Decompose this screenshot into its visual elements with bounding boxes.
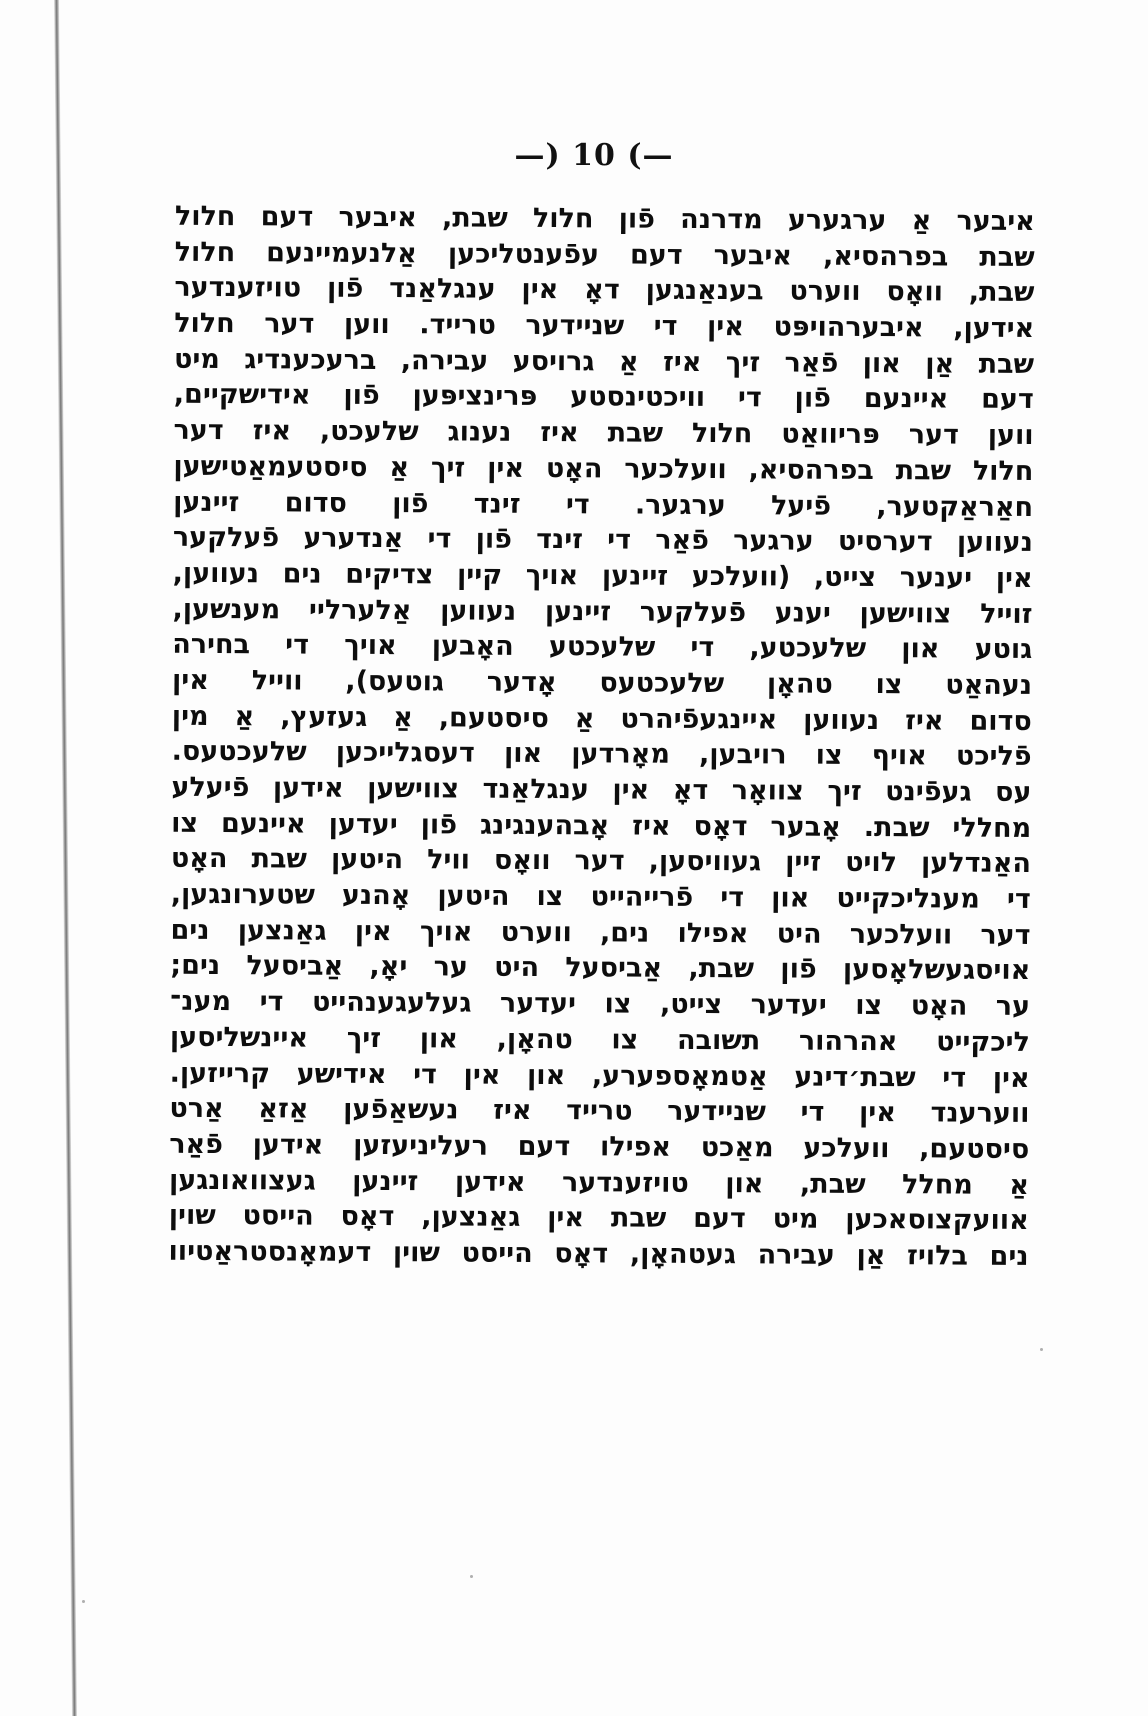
text-line: אוועקצוסאכען מיט דעם שבת אין גאַנצען, דאָס הייסט שוין (168, 1199, 1029, 1237)
text-line: נעהאַט צו טהאָן שלעכטעס אָדער גוטעס), ווייל אין (171, 664, 1033, 701)
page-binding-edge (54, 0, 77, 1716)
text-line: אידען, איבערהויפּט אין די שניידער טרייד. ווען דער חלול (174, 307, 1035, 345)
text-line: פֿליכט אויף צו רויבען, מאָרדען און דעסגלייכען שלעכטעס. (171, 736, 1032, 773)
text-line: אין יענער צייט, (וועלכע זיינען אויך קיין צדיקים נים נעווען, (172, 557, 1033, 594)
text-line: ליכקייט אהרהור תשובה צו טהאָן, און זיך איינשליסען (169, 1021, 1030, 1058)
text-line: ער האָט צו יעדער צייט, צו יעדער געלעגענהייט די מענ־ (170, 985, 1031, 1023)
text-line: חאַראַקטער, פֿיעל ערגער. די זינד פֿון סדום זיינען (173, 486, 1034, 523)
text-line: איבער אַ ערגערע מדרנה פֿון חלול שבת, איבער דעם חלול (174, 200, 1035, 237)
body-text (168, 199, 1035, 1275)
text-line: חלול שבת בפרהסיא, וועלכער האָט אין זיך אַ סיסטעמאַטישען (173, 450, 1034, 487)
text-line: גוטע און שלעכטע, די שלעכטע האָבען אויך די בחירה (172, 628, 1033, 666)
text-line: דער וועלכער היט אפילו נים, ווערט אויך אין גאַנצען נים (170, 914, 1031, 951)
text-line: שבת, וואָס ווערט בענאַנגען דאָ אין ענגלאַנד פֿון טויזענדער (174, 272, 1035, 309)
paper-speck (1040, 1348, 1043, 1351)
paper-speck (470, 1575, 473, 1578)
text-line: ווערענד אין די שניידער טרייד איז נעשאַפֿען אַזאַ אַרט (169, 1092, 1030, 1130)
text-line: סיסטעם, וועלכע מאַכט אפילו דעם רעליניעזען אידען פֿאַר (169, 1128, 1030, 1165)
text-line: די מענליכקייט און די פֿרייהייט צו היטען אָהנע שטערונגען, (170, 878, 1031, 916)
text-line: ווען דער פּריוואַט חלול שבת איז נענוג שלעכט, איז דער (173, 414, 1034, 452)
text-line: מחללי שבת. אָבער דאָס איז אָבהענגינג פֿון יעדען איינעם צו (171, 807, 1032, 844)
text-line: שבת בפרהסיא, איבער דעם עפֿענטליכען אַלנעמיינעם חלול (174, 236, 1035, 273)
text-line: נעווען דערסיט ערגער פֿאַר די זינד פֿון די אַנדערע פֿעלקער (172, 521, 1034, 559)
text-line: אין די שבת׳דינע אַטמאָספערע, און אין די אידישע קרייזען. (169, 1057, 1030, 1094)
text-line: האַנדלען לויט זיין געוויסען, דער וואָס וויל היטען שבת האָט (170, 843, 1032, 880)
paper-speck (82, 1600, 85, 1603)
text-line: דעם איינעם פֿון די וויכטינסטע פּרינציפּען פֿון אידישקיים, (173, 379, 1034, 416)
text-line: שבת אַן און פֿאַר זיך איז אַ גרויסע עבירה, ברעכענדיג מיט (173, 343, 1035, 380)
text-line: נים בלויז אַן עבירה געטהאָן, דאָס הייסט שוין דעמאָנסטראַטיוו (168, 1235, 1029, 1272)
text-line: עס געפֿינט זיך צוואָר דאָ אין ענגלאַנד צווישען אידען פֿיעלע (171, 771, 1032, 808)
text-line: אַ מחלל שבת, און טויזענדער אידען זיינען געצוואונגען (168, 1164, 1030, 1201)
text-line: סדום איז נעווען איינגעפֿיהרט אַ סיסטעם, אַ געזעץ, אַ מין (171, 700, 1032, 737)
text-line: אויסגעשלאָסען פֿון שבת, אַביסעל היט ער יאָ, אַביסעל נים; (170, 950, 1031, 987)
page-number: —) 10 (— (514, 138, 674, 173)
text-line: זוייל צווישען יענע פֿעלקער זיינען נעווען אַלערליי מענשען, (172, 593, 1033, 630)
